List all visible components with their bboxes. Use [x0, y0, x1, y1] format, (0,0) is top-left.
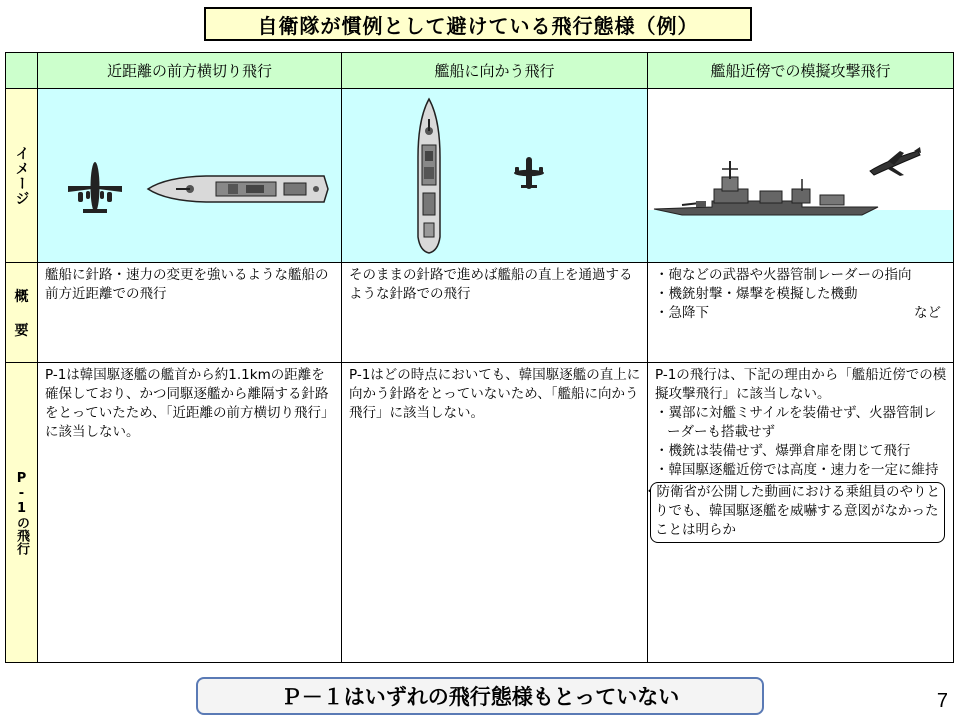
- image-mock-attack: [648, 89, 954, 263]
- p1-toward-ship: [342, 363, 648, 663]
- p1-row: [6, 363, 954, 663]
- row-label-summary-2: 要: [14, 322, 29, 339]
- summary-crossing-text: 艦船に針路・速力の変更を強いるような艦船の前方近距離での飛行: [45, 267, 329, 302]
- summary-mock-attack-list: [648, 263, 953, 323]
- p1-crossing-text: P-1は韓国駆逐艦の艦首から約1.1kmの距離を確保しており、かつ同駆逐艦から離隔する針路をとっていたため、「近距離の前方横切り飛行」に該当しない。: [45, 367, 335, 440]
- corner-cell: [6, 53, 38, 89]
- summary-mock-attack-item-3-row: [655, 304, 947, 323]
- row-label-p1-text: P-1の飛行: [14, 470, 29, 555]
- row-label-summary: [6, 263, 38, 363]
- row-label-summary-1: 概: [14, 288, 29, 305]
- p1-mock-attack-note: ・防衛省が公開した動画における乗組員のやりとりでも、韓国駆逐艦を威嚇する意図がなかったことは明らか: [650, 482, 945, 543]
- summary-row: [6, 263, 954, 363]
- p1-mock-attack: [643, 363, 954, 663]
- row-label-image: [6, 89, 38, 263]
- summary-mock-attack: [648, 263, 954, 363]
- column-header-toward-ship: 艦船に向かう飛行: [342, 53, 648, 89]
- summary-mock-attack-item-1: ・砲などの武器や火器管制レーダーの指向: [655, 267, 912, 283]
- row-label-image-text: イメージ: [13, 145, 30, 206]
- destroyer-side-top-view-icon: [146, 171, 330, 207]
- summary-mock-attack-tail: など: [914, 305, 941, 321]
- page-title: 自衛隊が慣例として避けている飛行態様（例）: [204, 7, 752, 41]
- image-row: [6, 89, 954, 263]
- destroyer-top-view-icon: [416, 97, 442, 255]
- aircraft-diving-icon: [866, 147, 922, 177]
- image-crossing: [38, 89, 342, 263]
- aircraft-approaching-icon: [512, 155, 546, 191]
- p1-mock-attack-list: [643, 363, 953, 543]
- row-label-p1: [6, 363, 38, 663]
- summary-crossing: [38, 263, 342, 363]
- summary-mock-attack-item-3: ・急降下: [655, 305, 709, 321]
- destroyer-profile-icon: [652, 159, 880, 223]
- p1-mock-attack-intro: P-1の飛行は、下記の理由から「艦船近傍での模擬攻撃飛行」に該当しない。: [655, 367, 947, 402]
- p1-crossing: [38, 363, 342, 663]
- p1-toward-ship-text: P-1はどの時点においても、韓国駆逐艦の直上に向かう針路をとっていないため、「艦船に向かう飛行」に該当しない。: [349, 367, 641, 421]
- summary-toward-ship-text: そのままの針路で進めば艦船の直上を通過するような針路での飛行: [349, 267, 633, 302]
- comparison-table: [5, 52, 954, 663]
- summary-mock-attack-item-2: ・機銃射撃・爆撃を模擬した機動: [655, 286, 858, 302]
- header-row: [6, 53, 954, 89]
- summary-toward-ship: [342, 263, 648, 363]
- conclusion-box: Ｐ－１はいずれの飛行態様もとっていない: [196, 677, 764, 715]
- image-toward-ship: [342, 89, 648, 263]
- column-header-mock-attack: 艦船近傍での模擬攻撃飛行: [648, 53, 954, 89]
- p1-mock-attack-item-2: ・機銃は装備せず、爆弾倉扉を閉じて飛行: [655, 443, 911, 459]
- aircraft-top-view-icon: [66, 159, 124, 215]
- p1-mock-attack-item-1: ・翼部に対艦ミサイルを装備せず、火器管制レーダーも搭載せず: [655, 405, 937, 440]
- p1-mock-attack-item-3: ・韓国駆逐艦近傍では高度・速力を一定に維持: [655, 462, 939, 478]
- column-header-crossing: 近距離の前方横切り飛行: [38, 53, 342, 89]
- page-number: 7: [936, 690, 948, 712]
